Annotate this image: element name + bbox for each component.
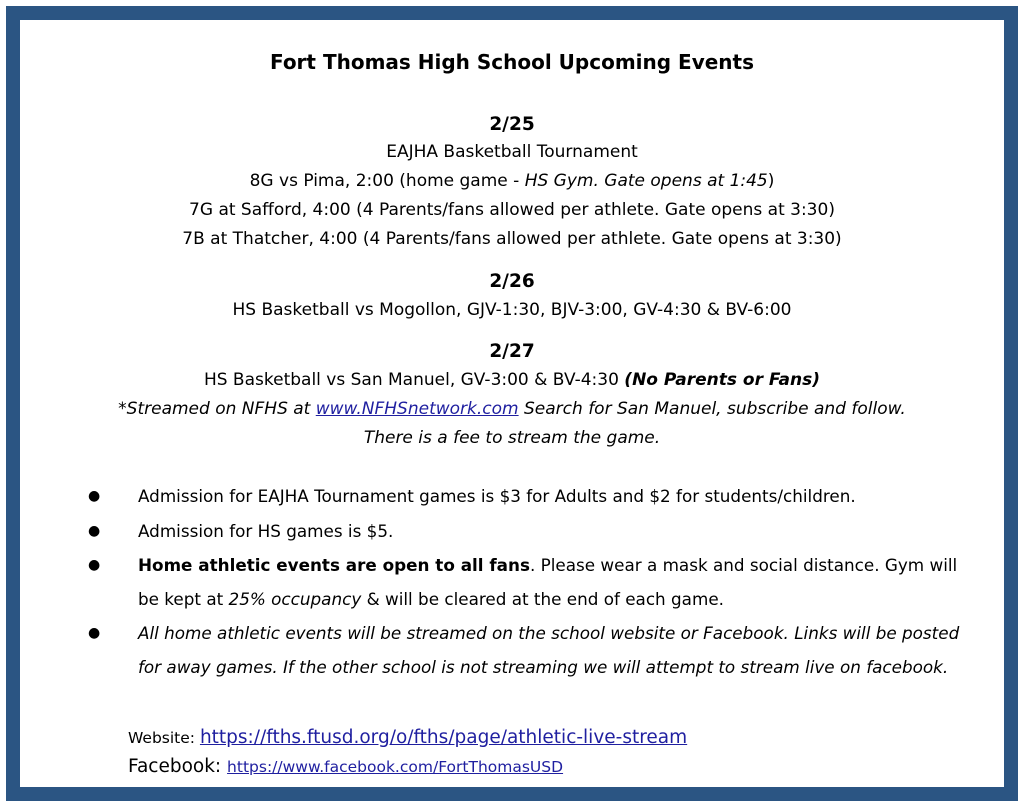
event-hs-san-manuel <box>34 370 990 390</box>
website-link[interactable]: https://fths.ftusd.org/o/fths/page/athletic-live-stream <box>199 727 688 748</box>
bullet-streaming-text: All home athletic events will be streamed on the school website or Facebook. Links will be posted for away games. If the other school is not streaming we will attempt to stream live on facebook. <box>138 623 960 677</box>
event-8g-pima <box>34 171 990 191</box>
page-title: Fort Thomas High School Upcoming Events <box>269 50 755 74</box>
date-2-25: 2/25 <box>489 114 535 135</box>
event-7b-thatcher: 7B at Thatcher, 4:00 (4 Parents/fans allowed per athlete. Gate opens at 3:30) <box>182 229 842 249</box>
bullet-text-eajha-admission: Admission for EAJHA Tournament games is $3 for Adults and $2 for students/children. <box>138 486 856 506</box>
stream-note-pre: *Streamed on NFHS at <box>118 399 316 419</box>
date-2-27: 2/27 <box>489 341 535 362</box>
event-8g-gate: HS Gym. Gate opens at 1:45 <box>524 171 768 191</box>
flyer-frame <box>6 6 1018 801</box>
list-item <box>88 480 970 514</box>
event-8g-text: 8G vs Pima, 2:00 (home game - <box>249 171 525 191</box>
list-item <box>88 549 970 616</box>
bullet-cleared-text: & will be cleared at the end of each game. <box>361 588 724 609</box>
event-7g-safford: 7G at Safford, 4:00 (4 Parents/fans allowed per athlete. Gate opens at 3:30) <box>189 200 835 220</box>
bullet-icon: ● <box>88 625 101 641</box>
stream-note-post: Search for San Manuel, subscribe and follow. <box>518 399 906 419</box>
bullet-occupancy: 25% occupancy <box>228 588 362 609</box>
list-item <box>88 617 970 684</box>
event-8g-close: ) <box>767 171 775 191</box>
nfhs-link[interactable]: www.NFHSnetwork.com <box>315 399 519 419</box>
bullet-mask-text: . Please wear a mask and social distance. Gym will be kept at <box>138 555 958 609</box>
info-bullet-list <box>88 480 970 685</box>
facebook-line <box>128 756 563 777</box>
date-2-26: 2/26 <box>489 271 535 292</box>
flyer-content <box>34 34 990 777</box>
list-item <box>88 515 970 549</box>
bullet-text-hs-admission: Admission for HS games is $5. <box>138 520 394 541</box>
stream-fee-note: There is a fee to stream the game. <box>363 428 661 448</box>
facebook-link[interactable]: https://www.facebook.com/FortThomasUSD <box>227 758 564 776</box>
event-san-manuel-text: HS Basketball vs San Manuel, GV-3:00 & BV-4:30 <box>203 370 625 390</box>
stream-note <box>34 399 990 419</box>
no-fans-note: (No Parents or Fans) <box>624 370 821 390</box>
bullet-icon: ● <box>88 557 101 573</box>
website-label: Website: <box>128 729 200 747</box>
event-heading-tournament: EAJHA Basketball Tournament <box>386 142 638 162</box>
event-hs-mogollon: HS Basketball vs Mogollon, GJV-1:30, BJV-3:00, GV-4:30 & BV-6:00 <box>232 300 792 320</box>
facebook-label: Facebook: <box>128 756 228 777</box>
website-line <box>128 727 687 748</box>
bullet-icon: ● <box>88 488 101 504</box>
bullet-open-to-fans: Home athletic events are open to all fans <box>138 555 530 575</box>
bullet-icon: ● <box>88 522 101 539</box>
